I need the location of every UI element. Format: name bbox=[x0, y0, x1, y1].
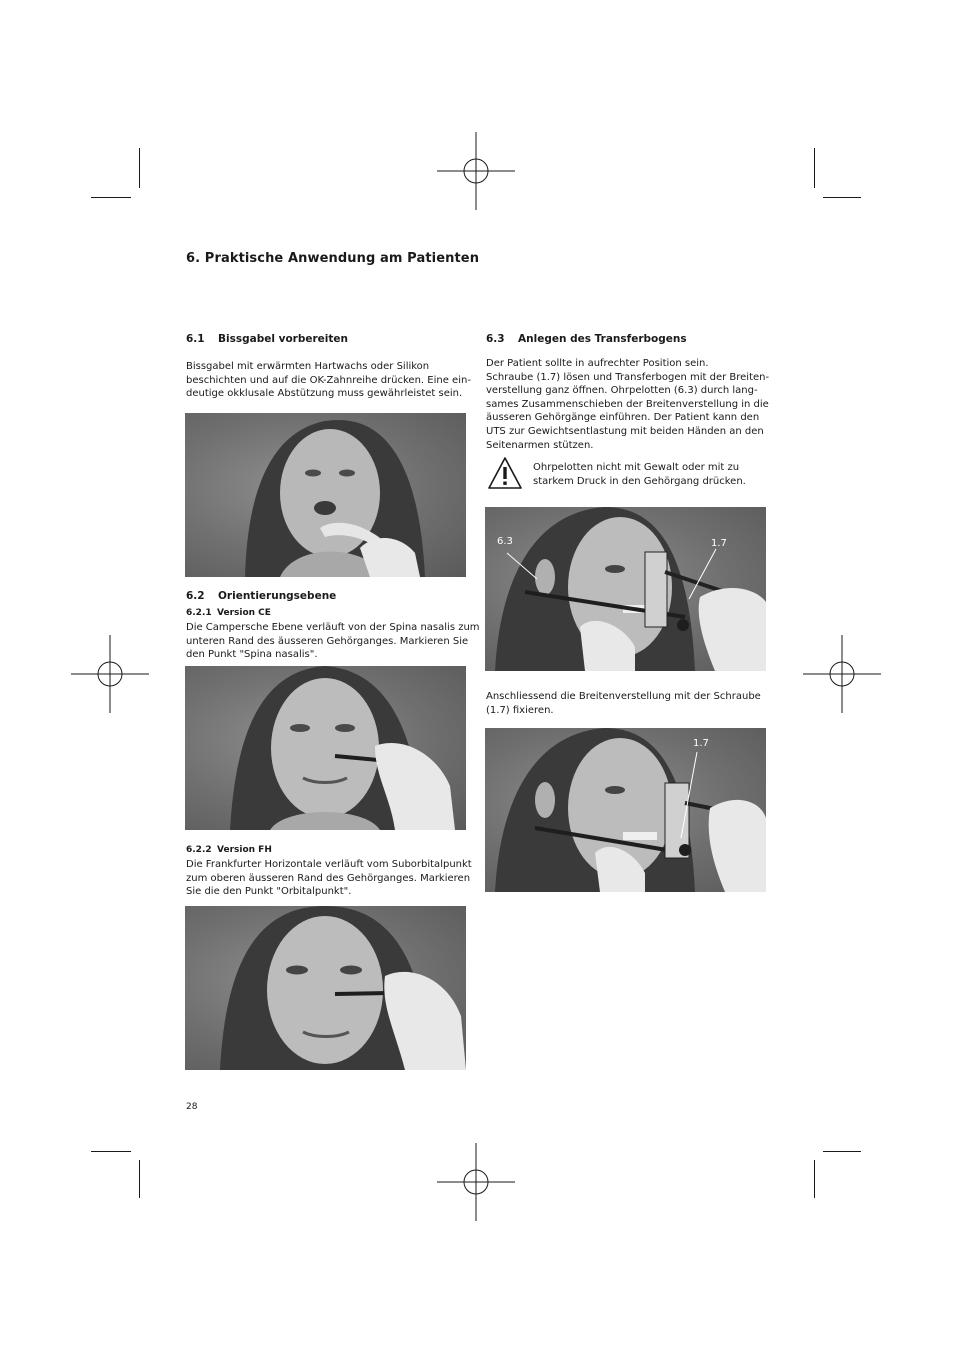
section-6-3-body bbox=[486, 357, 769, 452]
section-6-2-title: Orientierungsebene bbox=[218, 590, 337, 602]
warning-line: Ohrpelotten nicht mit Gewalt oder mit zu bbox=[533, 462, 740, 473]
section-6-3-title: Anlegen des Transferbogens bbox=[518, 333, 687, 345]
body-line: deutige okklusale Abstützung muss gewährleistet sein. bbox=[186, 388, 463, 400]
photo-bite-fork bbox=[185, 413, 466, 577]
body-line: Anschliessend die Breitenverstellung mit der Schraube bbox=[486, 691, 761, 702]
photo-breitenverstellung-fixieren bbox=[485, 728, 766, 892]
warning-line: starkem Druck in den Gehörgang drücken. bbox=[533, 475, 746, 487]
body-line: beschichten und auf die OK-Zahnreihe drücken. Eine ein- bbox=[186, 374, 471, 386]
body-line: zum oberen äusseren Rand des Gehörganges. Markieren bbox=[186, 872, 471, 884]
photo-orbitalpunkt bbox=[185, 906, 466, 1070]
section-6-2-number: 6.2 bbox=[186, 590, 205, 602]
body-line: sames Zusammenschieben der Breitenverstellung in die bbox=[486, 398, 769, 410]
body-line: UTS zur Gewichtsentlastung mit beiden Händen an den bbox=[486, 425, 764, 437]
section-6-2-1-heading bbox=[186, 608, 271, 618]
section-6-1-title: Bissgabel vorbereiten bbox=[218, 333, 348, 345]
section-6-2-2-number: 6.2.2 bbox=[186, 845, 212, 855]
body-line: Die Campersche Ebene verläuft von der Spina nasalis zum bbox=[186, 622, 480, 633]
section-6-1-heading bbox=[186, 333, 348, 345]
photo-spina-nasalis bbox=[185, 666, 466, 830]
crop-mark-top-left-vertical bbox=[139, 148, 140, 188]
section-6-3-number: 6.3 bbox=[486, 333, 505, 345]
callout-label-screw: 1.7 bbox=[693, 738, 709, 749]
body-line: Seitenarmen stützen. bbox=[486, 439, 594, 451]
body-line: unteren Rand des äusseren Gehörganges. Markieren Sie bbox=[186, 635, 469, 647]
photo-bite-fork-illustration bbox=[185, 413, 466, 577]
crop-mark-bottom-right-vertical bbox=[814, 1160, 815, 1198]
section-6-2-1-body bbox=[186, 621, 480, 662]
section-6-2-1-number: 6.2.1 bbox=[186, 608, 212, 618]
body-line: Schraube (1.7) lösen und Transferbogen mit der Breiten- bbox=[486, 371, 770, 383]
section-6-1-number: 6.1 bbox=[186, 333, 205, 345]
crop-mark-top-right-horizontal bbox=[823, 197, 861, 198]
crop-mark-top-left-horizontal bbox=[91, 197, 131, 198]
photo-spina-nasalis-illustration bbox=[185, 666, 466, 830]
photo-transferbogen-anlegen bbox=[485, 507, 766, 671]
crop-mark-bottom-right-horizontal bbox=[823, 1151, 861, 1152]
section-6-2-2-title: Version FH bbox=[217, 845, 272, 855]
section-6-2-1-title: Version CE bbox=[217, 608, 271, 618]
section-6-2-2-body bbox=[186, 858, 472, 899]
body-line: äusseren Gehörgänge einführen. Der Patient kann den bbox=[486, 412, 760, 424]
registration-mark-top bbox=[437, 132, 515, 210]
registration-mark-right bbox=[803, 635, 881, 713]
section-6-3-heading bbox=[486, 333, 687, 345]
crop-mark-bottom-left-vertical bbox=[139, 1160, 140, 1198]
warning-triangle-icon bbox=[487, 456, 523, 490]
registration-mark-bottom bbox=[437, 1143, 515, 1221]
section-6-3-after-text bbox=[486, 690, 761, 717]
photo-transferbogen-anlegen-illustration bbox=[485, 507, 766, 671]
callout-label-screw: 1.7 bbox=[711, 538, 727, 549]
body-line: den Punkt "Spina nasalis". bbox=[186, 649, 318, 661]
photo-breitenverstellung-fixieren-illustration bbox=[485, 728, 766, 892]
body-line: Der Patient sollte in aufrechter Position sein. bbox=[486, 358, 709, 369]
body-line: Bissgabel mit erwärmten Hartwachs oder Silikon bbox=[186, 361, 430, 372]
body-line: Die Frankfurter Horizontale verläuft vom Suborbitalpunkt bbox=[186, 859, 472, 870]
photo-orbitalpunkt-illustration bbox=[185, 906, 466, 1070]
crop-mark-bottom-left-horizontal bbox=[91, 1151, 131, 1152]
body-line: verstellung ganz öffnen. Ohrpelotten (6.3) durch lang- bbox=[486, 385, 758, 397]
page-number: 28 bbox=[186, 1102, 198, 1112]
warning-text bbox=[533, 461, 746, 488]
crop-mark-top-right-vertical bbox=[814, 148, 815, 188]
body-line: Sie die den Punkt "Orbitalpunkt". bbox=[186, 886, 352, 898]
callout-label-ear-pad: 6.3 bbox=[497, 536, 513, 547]
page-title: 6. Praktische Anwendung am Patienten bbox=[186, 251, 480, 266]
section-6-2-heading bbox=[186, 590, 336, 602]
section-6-2-2-heading bbox=[186, 845, 272, 855]
section-6-1-body bbox=[186, 360, 471, 401]
body-line: (1.7) fixieren. bbox=[486, 704, 554, 716]
registration-mark-left bbox=[71, 635, 149, 713]
